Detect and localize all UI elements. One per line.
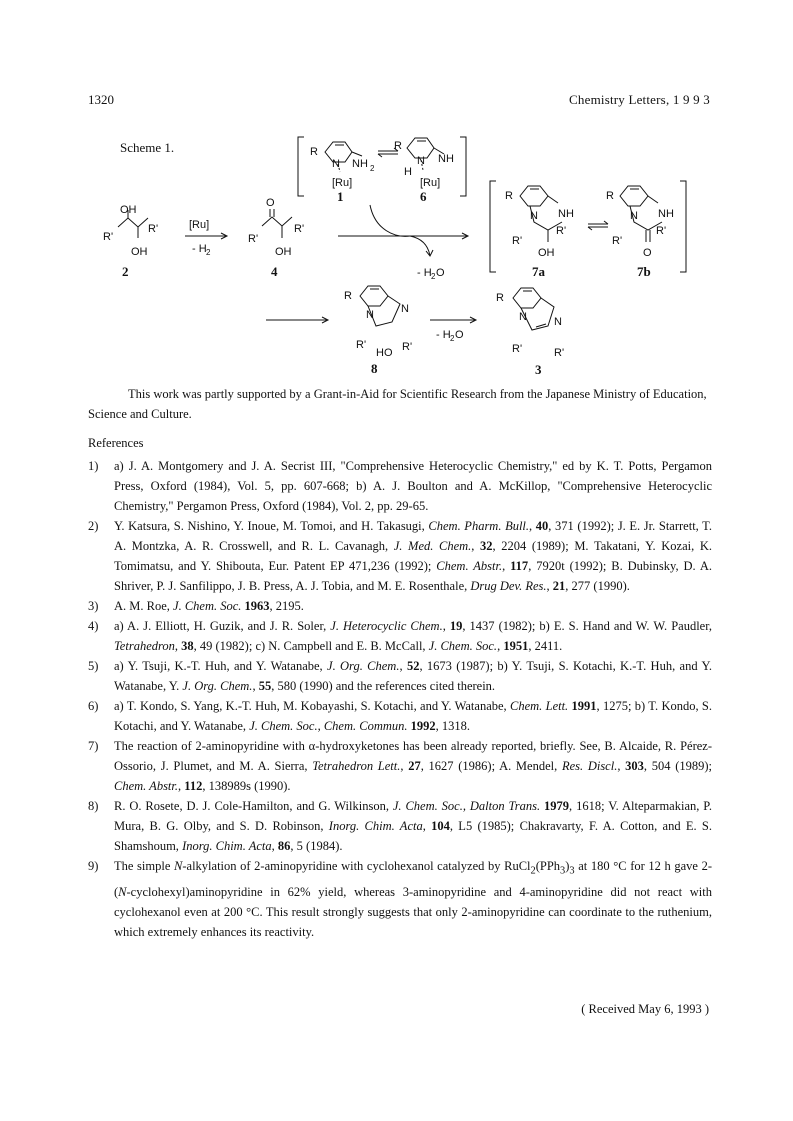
- atom-label: R: [606, 190, 614, 202]
- reference-item: [88, 516, 712, 596]
- reagent-label: O: [436, 267, 445, 279]
- compound-label: 6: [420, 189, 427, 204]
- atom-label: N: [332, 158, 340, 170]
- reference-text: The reaction of 2-aminopyridine with α-hydroxyketones has been already reported, briefly. See, B. Alcaide, R. Pérez-Ossorio, J. Plumet, and M. A. Sierra, Tetrahedron Lett., 27, 1627 (1986); A. Mendel, Res. Discl., 303, 504 (1989); Chem. Abstr., 112, 138989s (1990).: [114, 739, 713, 793]
- atom-label: R: [496, 292, 504, 304]
- reference-text: a) J. A. Montgomery and J. A. Secrist III, "Comprehensive Heterocyclic Chemistry," ed by K. T. Potts, Pergamon Press, Oxford (1984), Vol. 5, pp. 607-668; b) A. J. Boulton and A. McKillop, "Comprehensive Heterocyclic Chemistry," Pergamon Press, Oxford (1984), Vol. 2, pp. 29-65.: [114, 459, 712, 513]
- compound-label: 3: [535, 362, 542, 377]
- atom-label: R': [148, 223, 159, 235]
- reference-number: 1): [88, 459, 99, 473]
- reagent-label: - H: [436, 329, 451, 341]
- reagent-label: 2: [431, 272, 436, 281]
- compound-label: 8: [371, 361, 378, 376]
- reference-text: a) T. Kondo, S. Yang, K.-T. Huh, M. Kobayashi, S. Kotachi, and Y. Watanabe, Chem. Lett. 1991, 1275; b) T. Kondo, S. Kotachi, and Y. Watanabe, J. Chem. Soc., Chem. Commun. 1992, 1318.: [114, 699, 712, 733]
- atom-label: NH: [558, 208, 574, 220]
- atom-label: N: [530, 210, 538, 222]
- atom-label: OH: [120, 204, 137, 216]
- scheme-label: Scheme 1.: [120, 140, 175, 155]
- atom-label: R': [512, 343, 523, 355]
- atom-label: R': [103, 231, 114, 243]
- reference-item: [88, 616, 712, 656]
- reaction-scheme: [0, 120, 793, 380]
- reference-text: Y. Katsura, S. Nishino, Y. Inoue, M. Tomoi, and H. Takasugi, Chem. Pharm. Bull., 40, 371 (1992); J. E. Jr. Starrett, T. A. Montzka, A. R. Crosswell, and R. L. Cavanagh, J. Med. Chem., 32, 2204 (1989); M. Takatani, Y. Kozai, K. Tomimatsu, and Y. Shibouta, Eur. Patent EP 471,236 (1992); Chem. Abstr., 117, 7920t (1992); B. Dubinsky, D. A. Shriver, P. J. Sanfilippo, J. B. Press, A. J. Tobia, and M. E. Rosenthale, Drug Dev. Res., 21, 277 (1990).: [114, 519, 713, 593]
- atom-label: R: [344, 290, 352, 302]
- reference-item: [88, 856, 712, 942]
- reagent-label: 2: [206, 248, 211, 257]
- atom-label: NH: [658, 208, 674, 220]
- atom-label: R': [512, 235, 523, 247]
- reference-number: 7): [88, 739, 99, 753]
- atom-label: NH: [352, 158, 368, 170]
- reference-number: 2): [88, 519, 99, 533]
- reference-item: [88, 656, 712, 696]
- reference-item: [88, 736, 712, 796]
- reference-text: a) A. J. Elliott, H. Guzik, and J. R. Soler, J. Heterocyclic Chem., 19, 1437 (1982); b) E. S. Hand and W. W. Paudler, Tetrahedron, 38, 49 (1982); c) N. Campbell and E. B. McCall, J. Chem. Soc., 1951, 2411.: [114, 619, 712, 653]
- atom-label: R': [656, 225, 667, 237]
- reagent-label: [Ru]: [189, 219, 210, 231]
- atom-label: R': [402, 341, 413, 353]
- atom-label: R: [505, 190, 513, 202]
- reference-number: 4): [88, 619, 99, 633]
- atom-label: N: [401, 303, 409, 315]
- page-number: 1320: [88, 92, 114, 107]
- atom-label: HO: [376, 347, 393, 359]
- atom-label: R': [294, 223, 305, 235]
- reference-item: [88, 596, 712, 616]
- reference-item: [88, 696, 712, 736]
- compound-label: 2: [122, 264, 129, 279]
- journal-title: Chemistry Letters, 1 9 9 3: [569, 92, 710, 107]
- acknowledgement-text: This work was partly supported by a Grant-in-Aid for Scientific Research from the Japanese Ministry of Education, Science and Culture.: [88, 387, 707, 421]
- reagent-label: - H: [192, 243, 207, 255]
- compound-label: 7b: [637, 264, 651, 279]
- atom-label: R': [554, 347, 565, 359]
- reference-text: a) Y. Tsuji, K.-T. Huh, and Y. Watanabe, J. Org. Chem., 52, 1673 (1987); b) Y. Tsuji, S. Kotachi, K.-T. Huh, and Y. Watanabe, Y. J. Org. Chem., 55, 580 (1990) and the references cited therein.: [114, 659, 713, 693]
- reference-text: R. O. Rosete, D. J. Cole-Hamilton, and G. Wilkinson, J. Chem. Soc., Dalton Trans. 1979, 1618; V. Alteparmakian, P. Mura, B. G. Olby, and S. D. Robinson, Inorg. Chim. Acta, 104, L5 (1985); Chakravarty, F. A. Cotton, and E. S. Shamshoum, Inorg. Chim. Acta, 86, 5 (1984).: [114, 799, 712, 853]
- reagent-label: - H: [417, 267, 432, 279]
- reference-number: 9): [88, 859, 99, 873]
- received-date: ( Received May 6, 1993 ): [581, 1002, 709, 1016]
- atom-label: R: [310, 146, 318, 158]
- reference-number: 3): [88, 599, 99, 613]
- atom-label: N: [366, 309, 374, 321]
- reference-item: [88, 456, 712, 516]
- reagent-label: 2: [450, 334, 455, 343]
- atom-label: R': [248, 233, 259, 245]
- atom-label: N: [630, 210, 638, 222]
- atom-label: 2: [370, 164, 375, 173]
- atom-label: [Ru]: [420, 177, 441, 189]
- compound-label: 1: [337, 189, 344, 204]
- reference-item: [88, 796, 712, 856]
- references-list: [88, 456, 712, 942]
- atom-label: OH: [131, 246, 148, 258]
- atom-label: OH: [275, 246, 292, 258]
- atom-label: [Ru]: [332, 177, 353, 189]
- reagent-label: O: [455, 329, 464, 341]
- compound-label: 7a: [532, 264, 545, 279]
- references-title: References: [88, 436, 144, 450]
- atom-label: NH: [438, 153, 454, 165]
- atom-label: R': [356, 339, 367, 351]
- reference-text: The simple N-alkylation of 2-aminopyridine with cyclohexanol catalyzed by $RuCl_2(PPh_3)_3$ at 180 °C for 12 h gave 2-(N-cyclohexyl)aminopyridine in 62% yield, whereas 3-aminopyridine and 4-aminopyridine did not react with cyclohexanol even at 200 °C. This result strongly suggests that only 2-aminopyridine can coordinate to the ruthenium, which extremely enhances its reactivity.: [114, 859, 713, 939]
- acknowledgement: [88, 384, 712, 424]
- reference-text: A. M. Roe, J. Chem. Soc. 1963, 2195.: [114, 599, 304, 613]
- compound-label: 4: [271, 264, 278, 279]
- atom-label: R': [556, 225, 567, 237]
- atom-label: O: [643, 247, 652, 259]
- reference-number: 6): [88, 699, 99, 713]
- atom-label: R': [612, 235, 623, 247]
- reference-number: 5): [88, 659, 99, 673]
- reference-number: 8): [88, 799, 99, 813]
- atom-label: H: [404, 166, 412, 178]
- atom-label: OH: [538, 247, 555, 259]
- atom-label: N: [417, 155, 425, 167]
- atom-label: R: [394, 140, 402, 152]
- atom-label: N: [554, 316, 562, 328]
- atom-label: N: [519, 311, 527, 323]
- atom-label: O: [266, 197, 275, 209]
